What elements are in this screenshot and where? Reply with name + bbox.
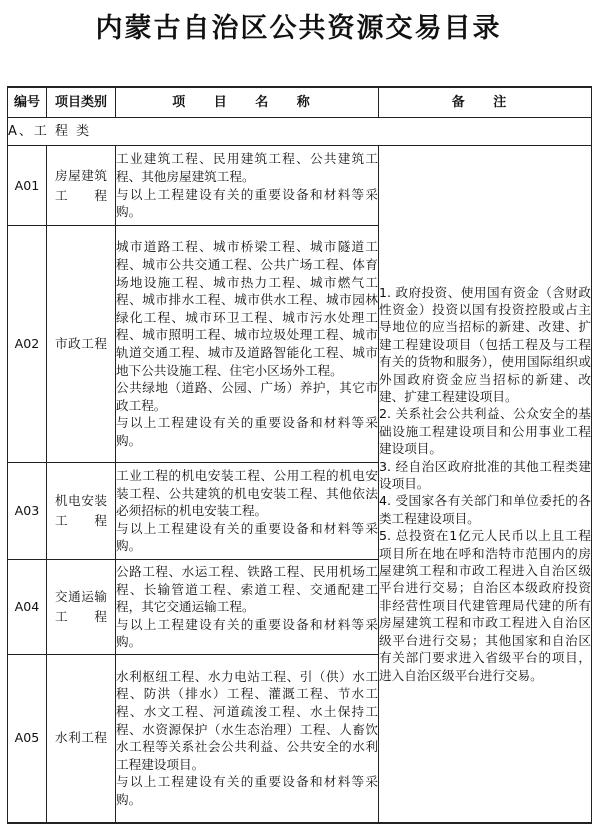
header-project-name: 项 目 名 称 <box>116 87 379 118</box>
description-line: 与以上工程建设有关的重要设备和材料等采购。 <box>116 774 378 808</box>
row-description <box>116 463 379 560</box>
row-category <box>47 463 116 560</box>
row-category <box>47 146 116 226</box>
row-code: A05 <box>8 655 47 823</box>
description-line: 公共绿地（道路、公园、广场）养护，其它市政工程。 <box>116 380 378 413</box>
description-line: 与以上工程建设有关的重要设备和材料等采购。 <box>116 186 378 220</box>
row-description <box>116 560 379 655</box>
notes-cell <box>379 146 592 823</box>
row-category <box>47 226 116 463</box>
description-line: 工业工程的机电安装工程、公用工程的机电安装工程、公共建筑的机电安装工程、其他依法必须招标的机电安装工程。 <box>116 468 378 519</box>
row-description <box>116 655 379 823</box>
description-line: 与以上工程建设有关的重要设备和材料等采购。 <box>116 520 378 554</box>
note-item: 4. 受国家各有关部门和单位委托的各类工程建设项目。 <box>379 493 591 526</box>
row-category-text: 市政工程 <box>55 336 107 351</box>
row-category-text: 交通运输工 程 <box>55 589 107 624</box>
note-item: 2. 关系社会公共利益、公众安全的基础设施工程建设项目和公用事业工程建设项目。 <box>379 406 591 457</box>
trade-catalog-table <box>7 86 592 824</box>
row-code: A03 <box>8 463 47 560</box>
table-row <box>8 146 592 226</box>
row-description <box>116 146 379 226</box>
row-code: A04 <box>8 560 47 655</box>
section-a-label: A、工 程 类 <box>8 118 592 146</box>
note-item: 1. 政府投资、使用国有资金（含财政性资金）投资以国有投资控股或占主导地位的应当招标的新建、改建、扩建工程建设项目（包括工程及与工程有关的货物和服务），使用国际组织或外国政府资金应当招标的新建、改建、扩建工程建设项目。 <box>379 284 591 405</box>
note-item: 5. 总投资在1亿元人民币以上且工程项目所在地在呼和浩特市范围内的房屋建筑工程和市政工程进入自治区级平台进行交易；自治区本级政府投资非经营性项目代建管理局代建的所有房屋建筑工程和市政工程进入自治区级平台进行交易；其他国家和自治区有关部门要求进入省级平台的项目，进入自治区级平台进行交易。 <box>379 528 591 683</box>
row-category <box>47 655 116 823</box>
description-line: 与以上工程建设有关的重要设备和材料等采购。 <box>116 415 378 448</box>
note-item: 3. 经自治区政府批准的其他工程类建设项目。 <box>379 458 591 492</box>
description-line: 城市道路工程、城市桥梁工程、城市隧道工程、城市公共交通工程、公共广场工程、体育场地设施工程、城市热力工程、城市燃气工程、城市排水工程、城市供水工程、城市园林绿化工程、城市环卫工程、城市污水处理工程、城市照明工程、城市垃圾处理工程、城市轨道交通工程、城市及道路智能化工程、城市地下公共设施工程、住宅小区场外工程。 <box>116 239 378 378</box>
row-code: A02 <box>8 226 47 463</box>
row-category-text: 机电安装工 程 <box>55 493 107 528</box>
header-notes: 备 注 <box>379 87 592 118</box>
description-line: 与以上工程建设有关的重要设备和材料等采购。 <box>116 616 378 650</box>
header-category: 项目类别 <box>47 87 116 118</box>
description-line: 工业建筑工程、民用建筑工程、公共建筑工程、其他房屋建筑工程。 <box>116 151 378 184</box>
row-description <box>116 226 379 463</box>
document-title: 内蒙古自治区公共资源交易目录 <box>95 13 502 44</box>
description-line: 公路工程、水运工程、铁路工程、民用机场工程、长输管道工程、索道工程、交通配建工程，其它交通运输工程。 <box>116 564 378 615</box>
description-line: 水利枢纽工程、水力电站工程、引（供）水工程、防洪（排水）工程、灌溉工程、节水工程、水文工程、河道疏浚工程、水土保持工程、水资源保护（水生态治理）工程、人畜饮水工程等关系社会公共利益、公共安全的水利工程建设项目。 <box>116 668 378 772</box>
row-category-text: 水利工程 <box>55 730 107 746</box>
header-code: 编号 <box>8 87 47 118</box>
section-row <box>8 118 592 146</box>
header-row <box>8 87 592 118</box>
row-category-text: 房屋建筑工 程 <box>55 167 107 203</box>
row-category <box>47 560 116 655</box>
row-code: A01 <box>8 146 47 226</box>
